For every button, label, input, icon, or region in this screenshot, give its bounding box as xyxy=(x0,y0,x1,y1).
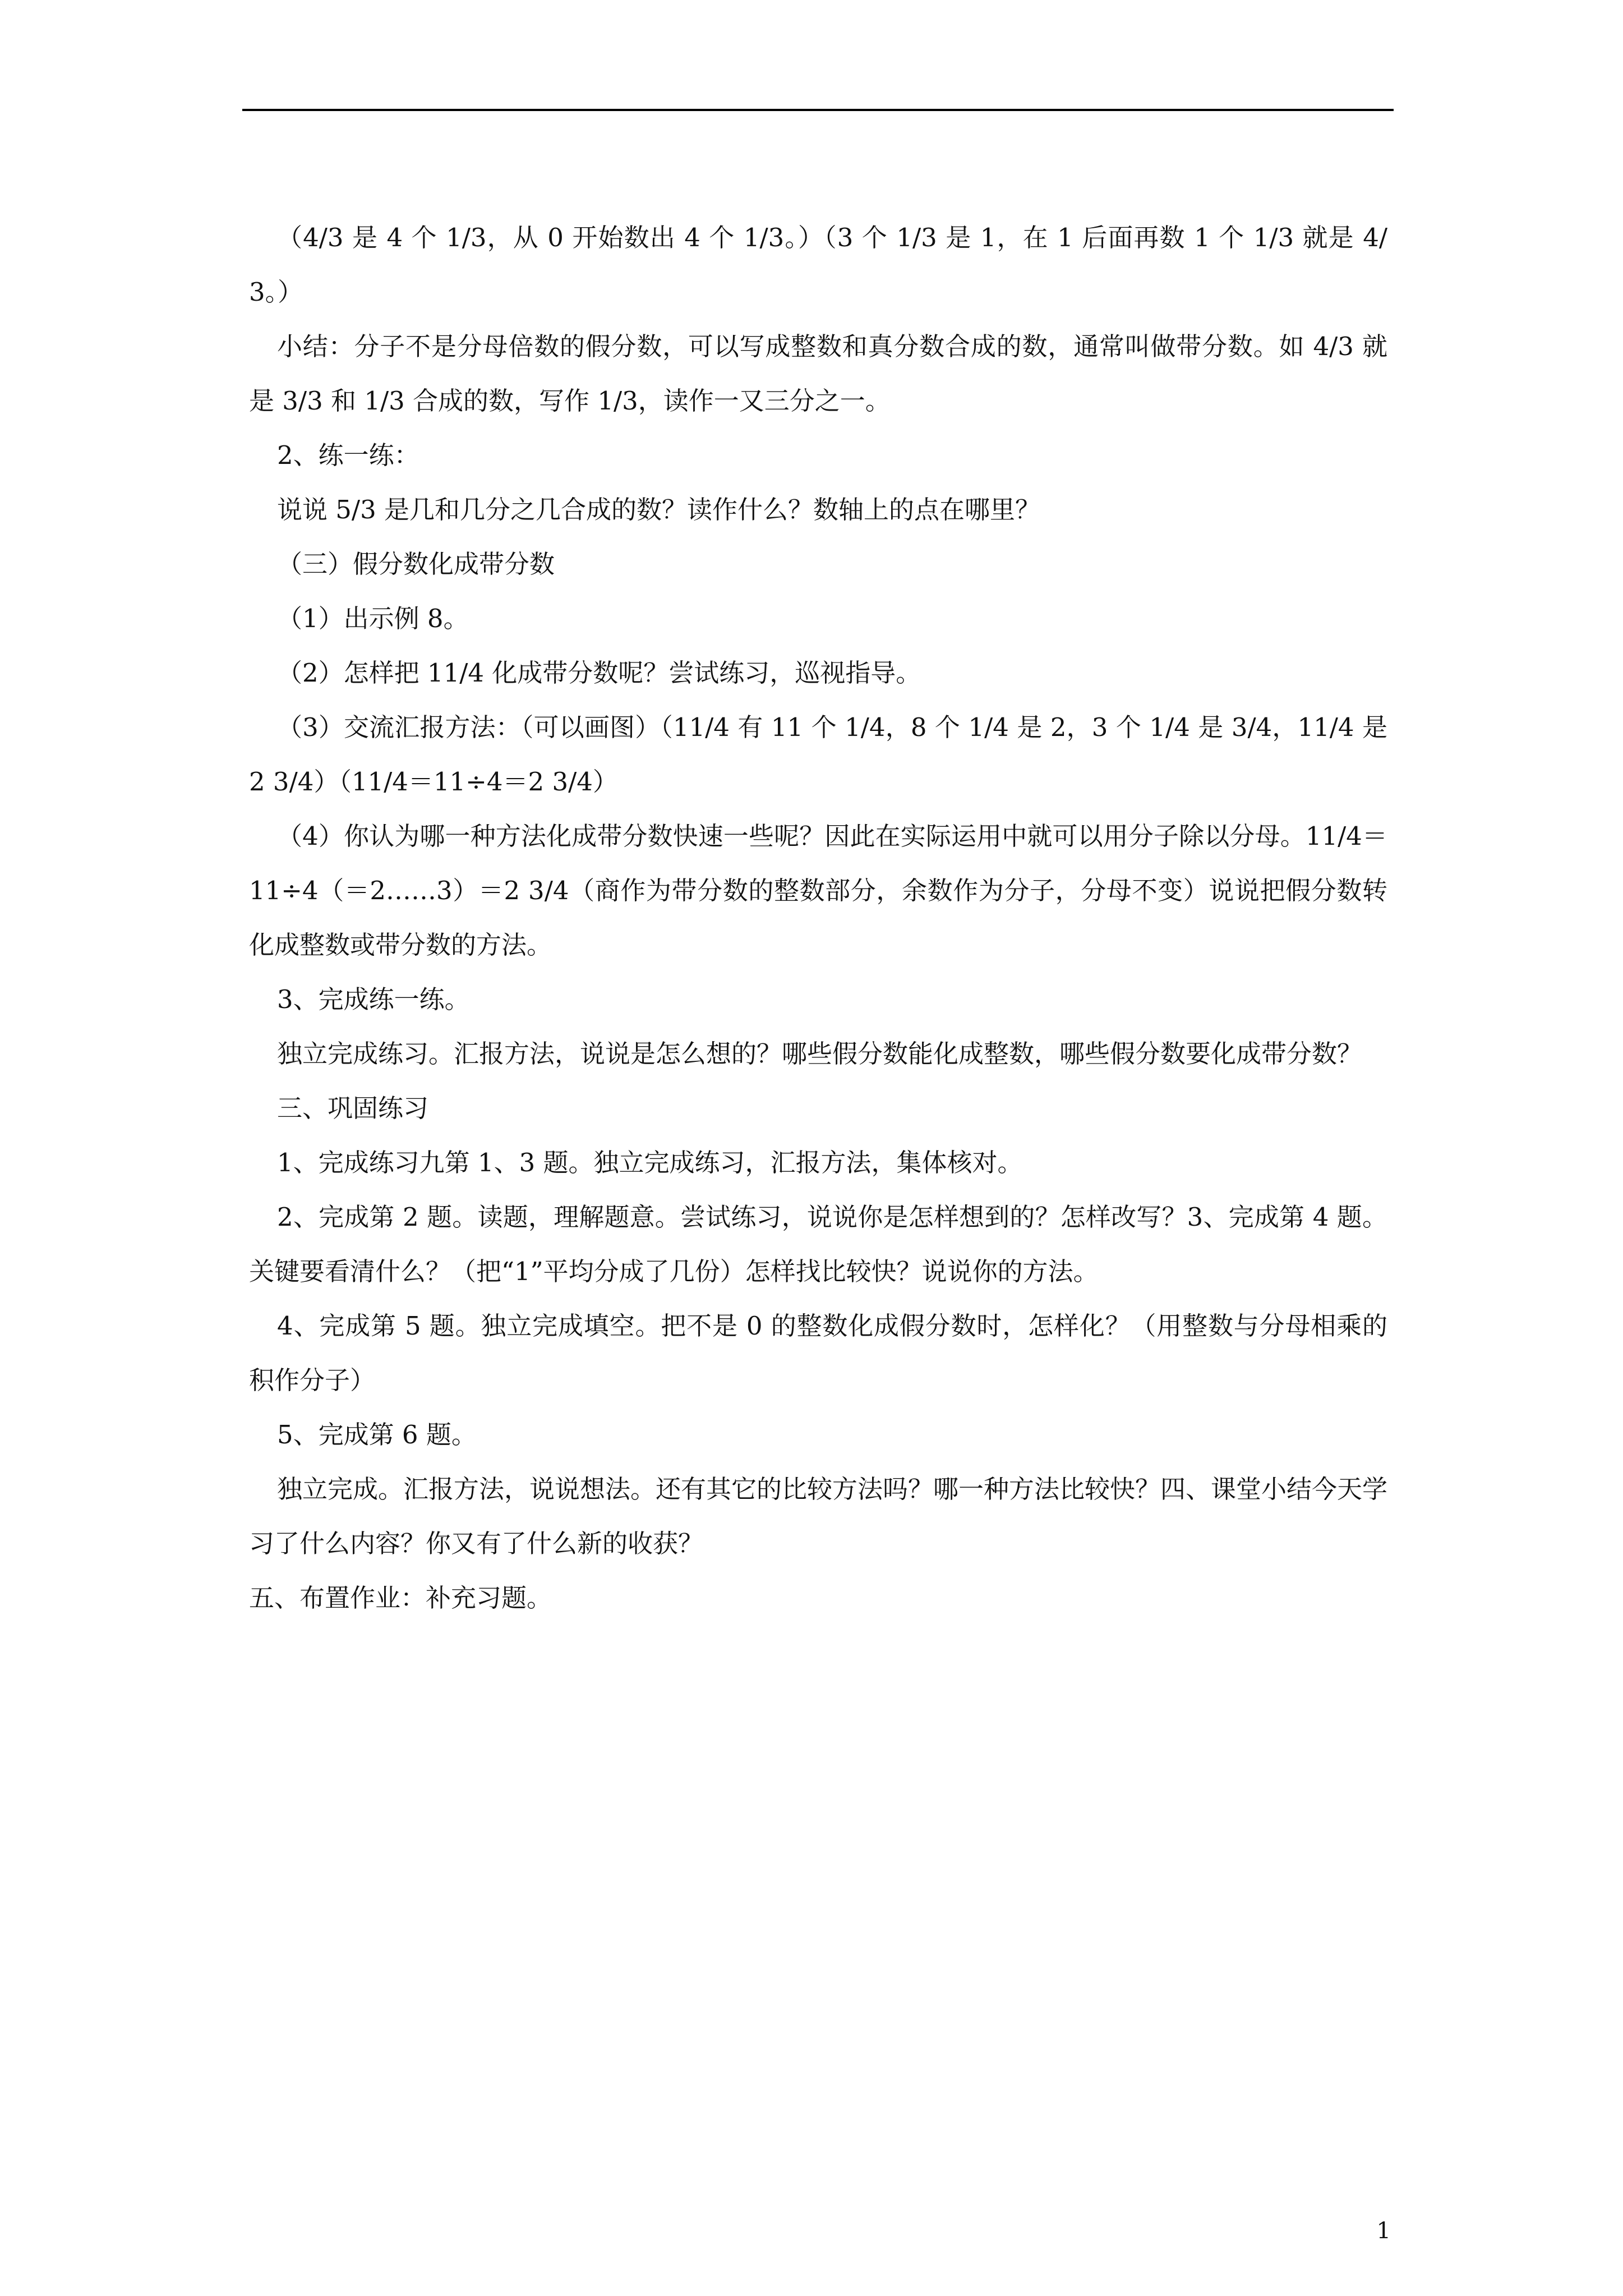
paragraph-exercise-3: 3、完成练一练。 xyxy=(277,984,470,1014)
paragraph-step-1: （1）出示例 8。 xyxy=(277,604,469,633)
section-heading-homework: 五、布置作业：补充习题。 xyxy=(249,1583,552,1613)
page-number: 1 xyxy=(1376,2218,1391,2244)
paragraph-practice-heading: 2、练一练： xyxy=(277,440,419,470)
paragraph-independent-complete: 独立完成。汇报方法，说说想法。还有其它的比较方法吗？哪一种方法比较快？四、课堂小结今天学习了什么内容？你又有了什么新的收获？ xyxy=(249,1474,1388,1558)
document-body xyxy=(249,210,1396,1625)
section-heading-improper-to-mixed: （三）假分数化成带分数 xyxy=(277,549,555,579)
paragraph-step-2: （2）怎样把 11/4 化成带分数呢？尝试练习，巡视指导。 xyxy=(277,658,921,688)
paragraph-consolidation-5: 5、完成第 6 题。 xyxy=(277,1420,477,1450)
paragraph-consolidation-2: 2、完成第 2 题。读题，理解题意。尝试练习，说说你是怎样想到的？怎样改写？3、完成第 4 题。关键要看清什么？（把“1”平均分成了几份）怎样找比较快？说说你的方法。 xyxy=(249,1202,1387,1286)
paragraph-practice-question: 说说 5/3 是几和几分之几合成的数？读作什么？数轴上的点在哪里？ xyxy=(277,495,1041,524)
paragraph-step-4: （4）你认为哪一种方法化成带分数快速一些呢？因此在实际运用中就可以用分子除以分母。11/4＝11÷4（＝2……3）＝2 3/4（商作为带分数的整数部分，余数作为分子，分母不变）说说把假分数转化成整数或带分数的方法。 xyxy=(249,821,1387,960)
paragraph-summary: 小结：分子不是分母倍数的假分数，可以写成整数和真分数合成的数，通常叫做带分数。如 4/3 就是 3/3 和 1/3 合成的数，写作 1/3，读作一又三分之一。 xyxy=(249,332,1387,416)
paragraph-counting-example: （4/3 是 4 个 1/3，从 0 开始数出 4 个 1/3。）（3 个 1/3 是 1，在 1 后面再数 1 个 1/3 就是 4/3。） xyxy=(249,223,1387,307)
header-rule xyxy=(242,109,1394,111)
paragraph-step-3: （3）交流汇报方法：（可以画图）（11/4 有 11 个 1/4，8 个 1/4 是 2，3 个 1/4 是 3/4，11/4 是 2 3/4）（11/4＝11÷4＝2 3/4） xyxy=(249,712,1396,797)
paragraph-consolidation-4: 4、完成第 5 题。独立完成填空。把不是 0 的整数化成假分数时，怎样化？（用整数与分母相乘的积作分子） xyxy=(249,1311,1387,1395)
paragraph-independent-practice: 独立完成练习。汇报方法，说说是怎么想的？哪些假分数能化成整数，哪些假分数要化成带分数？ xyxy=(277,1039,1363,1069)
paragraph-consolidation-1: 1、完成练习九第 1、3 题。独立完成练习，汇报方法，集体核对。 xyxy=(277,1148,1023,1177)
section-heading-consolidation: 三、巩固练习 xyxy=(277,1093,429,1123)
